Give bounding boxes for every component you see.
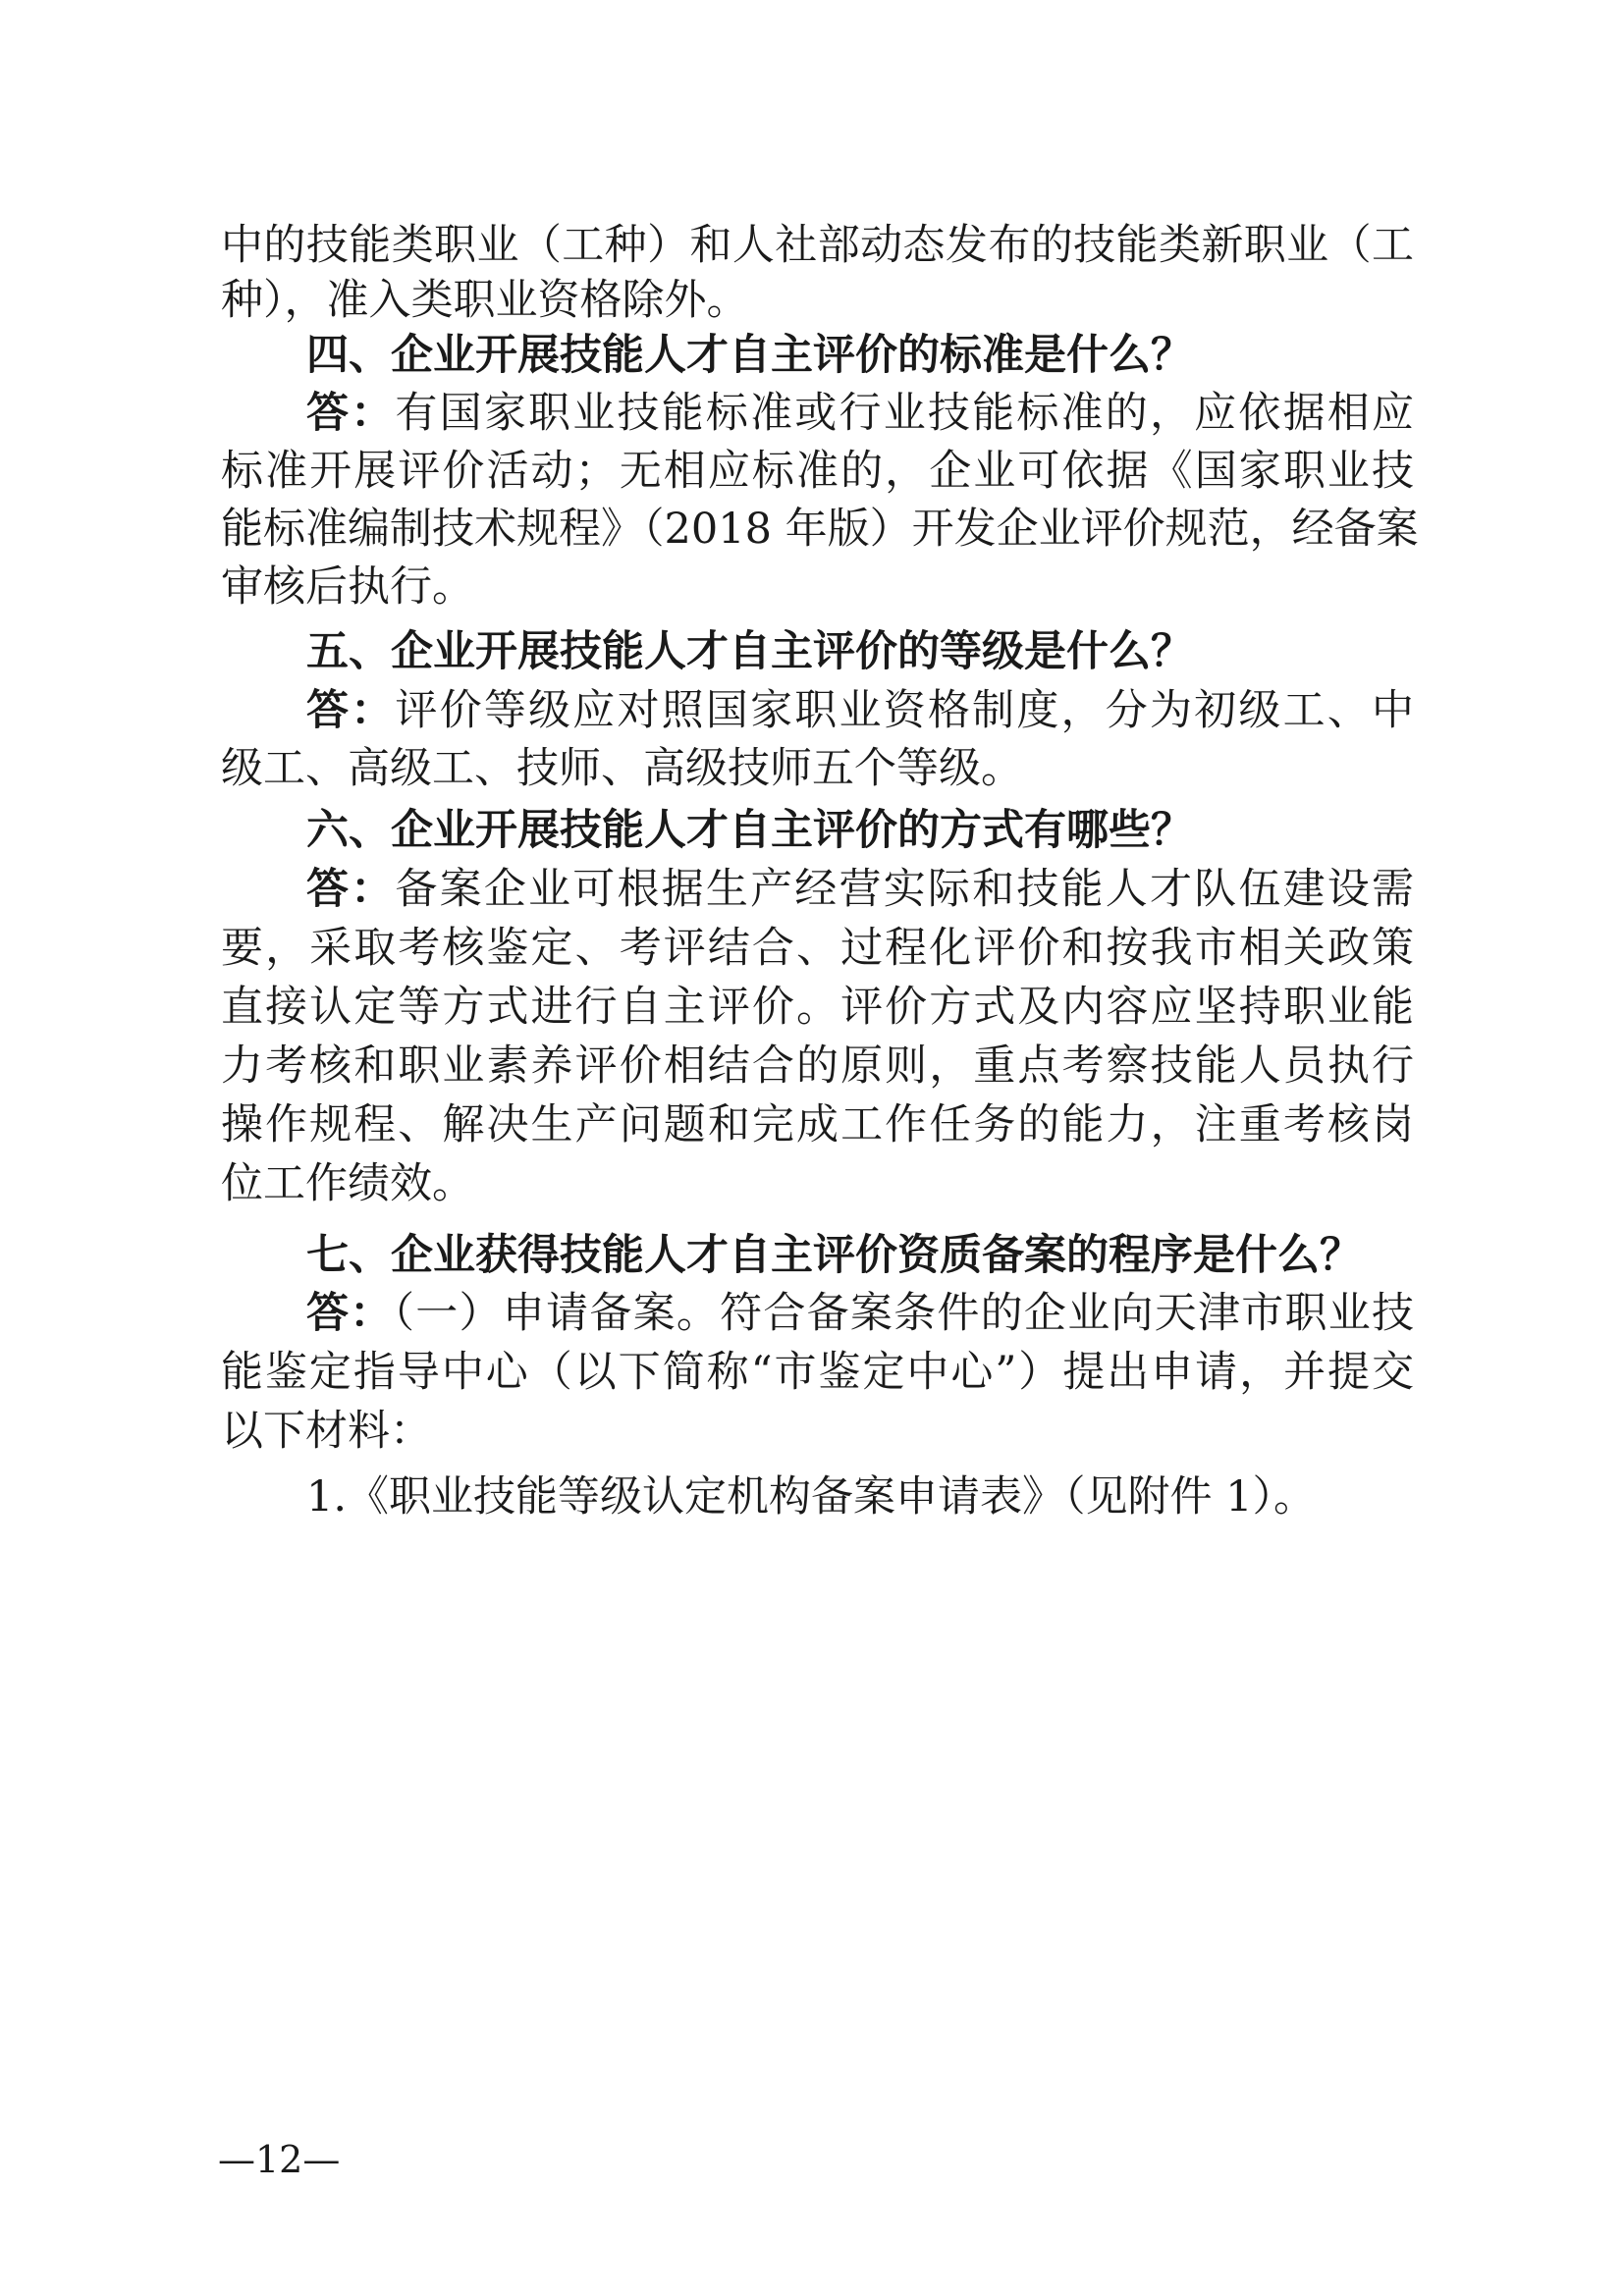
answer-text: 备案企业可根据生产经营实际和技能人才队伍建设需 xyxy=(395,865,1415,914)
answer-line xyxy=(306,862,1414,917)
answer-line xyxy=(306,683,1414,738)
body-line: 中的技能类职业（工种）和人社部动态发布的技能类新职业（工 xyxy=(221,221,1414,270)
body-line: 能标准编制技术规程》（2018 年版）开发企业评价规范，经备案 xyxy=(221,505,1419,554)
body-line: 能鉴定指导中心（以下简称“市鉴定中心”）提出申请，并提交 xyxy=(221,1348,1414,1397)
body-line: 直接认定等方式进行自主评价。评价方式及内容应坚持职业能 xyxy=(221,983,1414,1032)
answer-text: （一）申请备案。符合备案条件的企业向天津市职业技 xyxy=(393,1289,1415,1338)
body-line: 种），准入类职业资格除外。 xyxy=(221,276,749,325)
section-heading-4: 四、企业开展技能人才自主评价的标准是什么？ xyxy=(306,331,1193,380)
section-heading-7: 七、企业获得技能人才自主评价资质备案的程序是什么？ xyxy=(306,1231,1362,1280)
answer-line xyxy=(306,386,1414,441)
body-line: 标准开展评价活动；无相应标准的，企业可依据《国家职业技 xyxy=(221,447,1414,496)
body-line: 力考核和职业素养评价相结合的原则，重点考察技能人员执行 xyxy=(221,1041,1414,1091)
answer-label: 答： xyxy=(306,1289,394,1338)
answer-label: 答： xyxy=(306,865,396,914)
page-number: —12— xyxy=(218,2138,341,2181)
body-line: 操作规程、解决生产问题和完成工作任务的能力，注重考核岗 xyxy=(221,1100,1414,1149)
section-heading-6: 六、企业开展技能人才自主评价的方式有哪些？ xyxy=(306,806,1193,855)
body-line: 位工作绩效。 xyxy=(221,1159,474,1208)
body-line: 审核后执行。 xyxy=(221,562,474,612)
body-line: 要，采取考核鉴定、考评结合、过程化评价和按我市相关政策 xyxy=(221,924,1414,973)
answer-text: 评价等级应对照国家职业资格制度，分为初级工、中 xyxy=(395,686,1415,735)
list-item: 1.《职业技能等级认定机构备案申请表》（见附件 1）。 xyxy=(306,1472,1317,1522)
answer-line xyxy=(306,1286,1414,1341)
body-line: 级工、高级工、技师、高级技师五个等级。 xyxy=(221,744,1023,793)
section-heading-5: 五、企业开展技能人才自主评价的等级是什么？ xyxy=(306,627,1193,676)
answer-label: 答： xyxy=(306,686,396,735)
answer-text: 有国家职业技能标准或行业技能标准的，应依据相应 xyxy=(395,389,1415,438)
answer-label: 答： xyxy=(306,389,396,438)
body-line: 以下材料： xyxy=(221,1407,432,1456)
